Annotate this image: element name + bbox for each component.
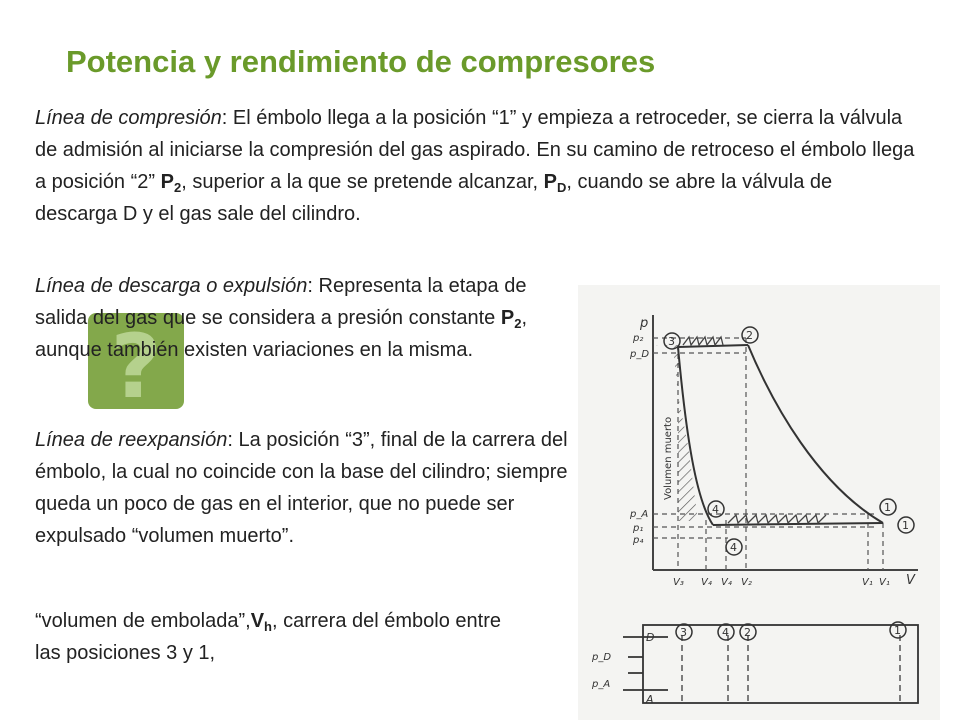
- cyl-point-4: 4: [722, 626, 729, 639]
- valve-d-label: D: [646, 631, 655, 644]
- stroke-text-a: “volumen de embolada”,: [35, 610, 251, 632]
- p2-symbol: P: [160, 171, 174, 193]
- compression-paragraph: [35, 102, 915, 230]
- vh-subscript: h: [264, 619, 272, 634]
- point-1-label: 1: [884, 501, 891, 514]
- compression-text-c: , cuando se abre la válvula de descarga D y el gas sale del cilindro.: [35, 171, 833, 225]
- discharge-text-a: : Representa la etapa de salida del gas que se considera a presión constante: [35, 275, 527, 329]
- p2-subscript: 2: [173, 180, 182, 195]
- pv-diagram: [578, 285, 940, 720]
- cyl-point-2: 2: [744, 626, 751, 639]
- valve-a-label: A: [646, 693, 654, 706]
- reexpansion-term: Línea de reexpansión: [35, 429, 228, 451]
- pd-symbol: P: [543, 171, 557, 193]
- dead-volume-label: Volumen muerto: [663, 416, 674, 500]
- page-title: Potencia y rendimiento de compresores: [66, 44, 656, 79]
- point-3-label: 3: [668, 335, 675, 348]
- discharge-p2-subscript: 2: [514, 316, 522, 331]
- x-label-v4b: V₄: [721, 577, 732, 588]
- point-4b-label: 4: [730, 541, 737, 554]
- compression-text-b: , superior a la que se pretende alcanzar,: [181, 171, 544, 193]
- x-label-v1b: V₁: [879, 577, 890, 588]
- point-4-label: 4: [712, 503, 719, 516]
- point-2-label: 2: [746, 329, 753, 342]
- discharge-p2-symbol: P: [500, 307, 515, 329]
- discharge-paragraph: [35, 270, 580, 366]
- question-mark-icon: ?: [88, 313, 184, 409]
- x-label-v1: V₁: [862, 577, 873, 588]
- y-label-p1: p₁: [633, 523, 644, 534]
- cyl-point-3: 3: [680, 626, 687, 639]
- reexpansion-paragraph: [35, 424, 580, 552]
- stroke-paragraph: [35, 605, 505, 669]
- discharge-term: Línea de descarga o expulsión: [35, 275, 308, 297]
- pd-subscript: D: [557, 180, 567, 195]
- axis-v-label: V: [906, 573, 915, 588]
- y-label-pd: p_D: [630, 349, 650, 360]
- stroke-text-b: , carrera del émbolo entre las posiciones 3 y 1,: [35, 610, 501, 664]
- x-label-v2: V₂: [741, 577, 752, 588]
- point-1b-label: 1: [902, 519, 909, 532]
- y-label-pa: p_A: [630, 509, 649, 520]
- compression-term: Línea de compresión: [35, 107, 222, 129]
- y-label-p2: p₂: [633, 333, 644, 344]
- cyl-pd-label: p_D: [592, 652, 612, 663]
- compression-text-a: : El émbolo llega a la posición “1” y empieza a retroceder, se cierra la válvula de admisión al iniciarse la compresión del gas aspirado. En su camino de retroceso el émbolo llega a posición “2”: [35, 107, 915, 193]
- y-label-p4: p₄: [633, 535, 644, 546]
- cyl-point-1: 1: [894, 624, 901, 637]
- axis-p-label: p: [640, 316, 649, 331]
- reexpansion-text: : La posición “3”, final de la carrera del émbolo, la cual no coincide con la base del cilindro; siempre queda un poco de gas en el interior, que no puede ser expulsado “volumen muerto”.: [35, 429, 568, 547]
- discharge-text-b: , aunque también existen variaciones en la misma.: [35, 307, 527, 361]
- cyl-pa-label: p_A: [592, 679, 611, 690]
- x-label-v3: V₃: [673, 577, 684, 588]
- vh-symbol: V: [250, 610, 265, 632]
- x-label-v4: V₄: [701, 577, 712, 588]
